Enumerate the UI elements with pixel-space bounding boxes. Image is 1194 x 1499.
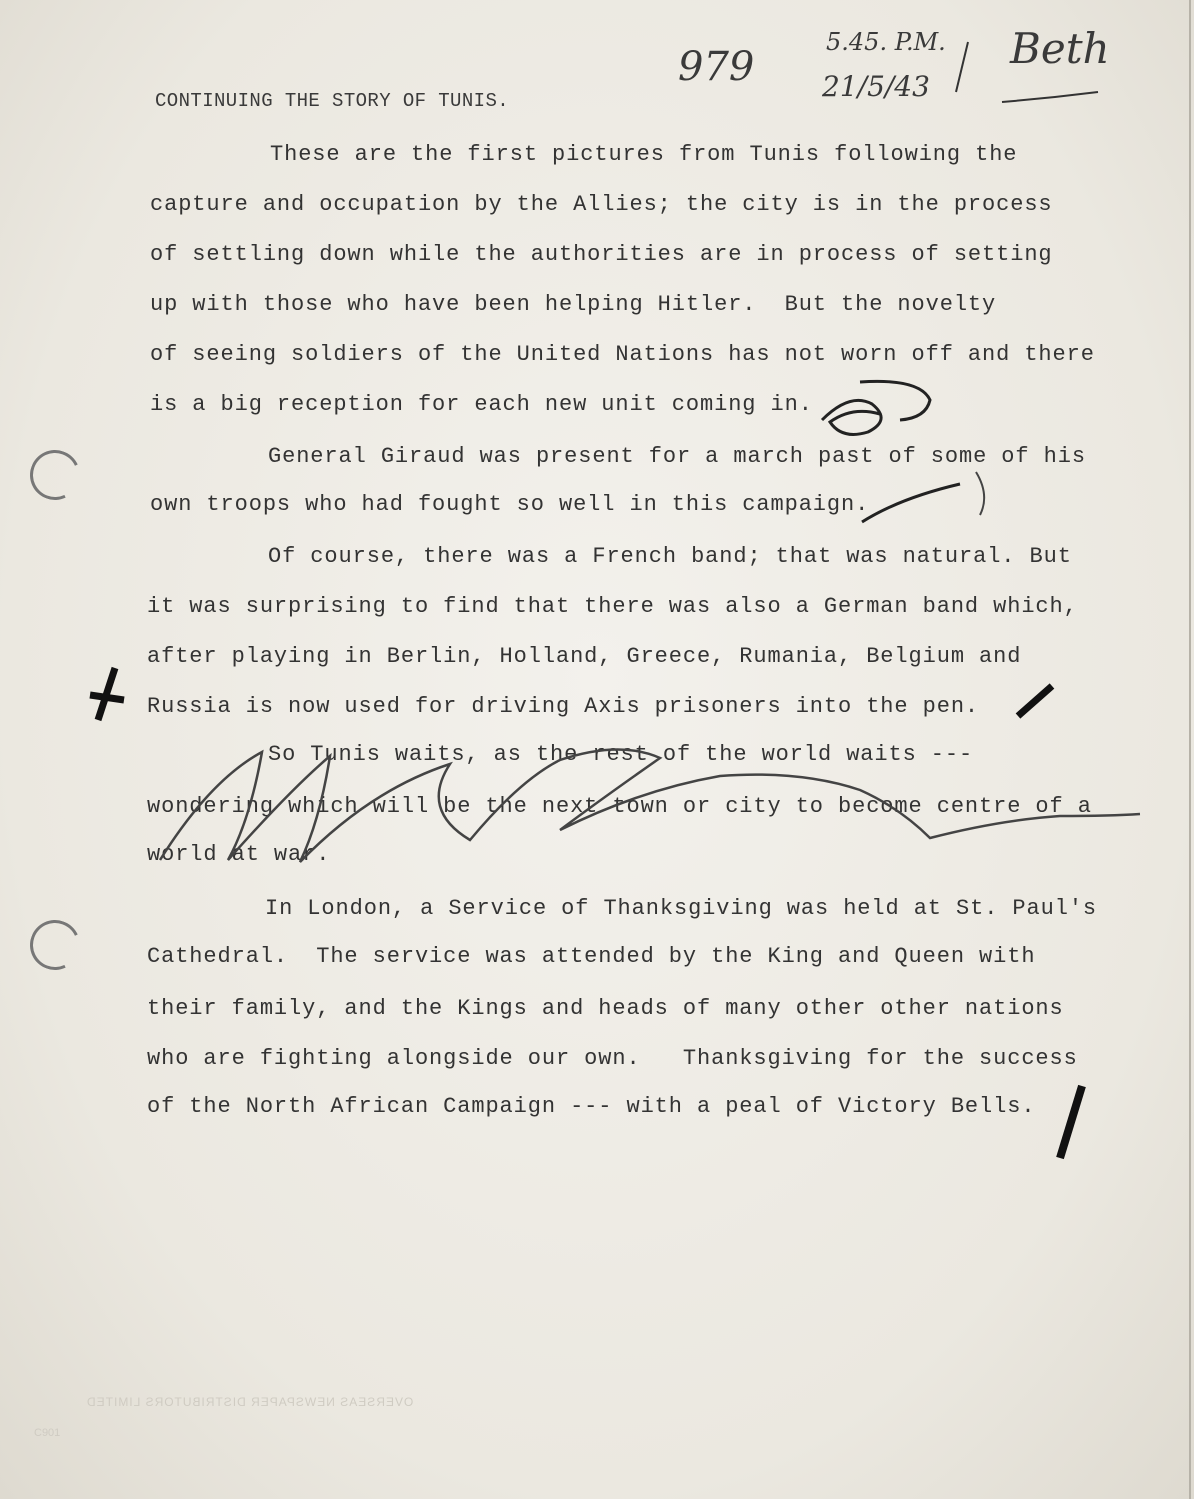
handwritten-initials: Beth bbox=[1010, 24, 1110, 73]
handwritten-number: 979 bbox=[678, 44, 755, 90]
body-line: Of course, there was a French band; that was natural. But bbox=[268, 544, 1072, 569]
handwritten-date: 21/5/43 bbox=[822, 70, 930, 103]
watermark-code: C901 bbox=[34, 1427, 61, 1439]
punch-hole bbox=[23, 443, 87, 507]
scribble-mark bbox=[822, 381, 930, 434]
body-line: General Giraud was present for a march past of some of his bbox=[268, 444, 1086, 469]
document-heading: CONTINUING THE STORY OF TUNIS. bbox=[155, 90, 510, 112]
body-line: own troops who had fought so well in this campaign. bbox=[150, 492, 870, 517]
body-line: their family, and the Kings and heads of many other other nations bbox=[147, 996, 1064, 1021]
body-line: Russia is now used for driving Axis prisoners into the pen. bbox=[147, 694, 980, 719]
handwritten-time: 5.45. P.M. bbox=[826, 28, 946, 56]
body-line: of seeing soldiers of the United Nations has not worn off and there bbox=[150, 342, 1095, 367]
body-line: who are fighting alongside our own. Thanksgiving for the success bbox=[147, 1046, 1078, 1071]
body-line: Cathedral. The service was attended by the King and Queen with bbox=[147, 944, 1036, 969]
body-line: after playing in Berlin, Holland, Greece, Rumania, Belgium and bbox=[147, 644, 1022, 669]
struck-line: wondering which will be the next town or city to become centre of a bbox=[147, 794, 1092, 819]
inserted-word-mark bbox=[862, 484, 960, 522]
body-line: In London, a Service of Thanksgiving was held at St. Paul's bbox=[265, 896, 1098, 921]
slash-mark bbox=[1018, 686, 1052, 716]
punch-hole bbox=[23, 913, 87, 977]
body-line: up with those who have been helping Hitler. But the novelty bbox=[150, 292, 997, 317]
initials-underline bbox=[1002, 92, 1098, 102]
body-line: These are the first pictures from Tunis following the bbox=[270, 142, 1018, 167]
initials-slash bbox=[956, 42, 968, 92]
body-line: of settling down while the authorities are in process of setting bbox=[150, 242, 1053, 267]
bracket-mark bbox=[976, 472, 984, 515]
watermark-text: OVERSEAS NEWSPAPER DISTRIBUTORS LIMITED bbox=[86, 1395, 414, 1409]
end-slash-mark bbox=[1060, 1086, 1082, 1158]
body-line: of the North African Campaign --- with a peal of Victory Bells. bbox=[147, 1094, 1036, 1119]
struck-line: world at war. bbox=[147, 842, 331, 867]
struck-line: So Tunis waits, as the rest of the world waits --- bbox=[268, 742, 974, 767]
body-line: capture and occupation by the Allies; the city is in the process bbox=[150, 192, 1053, 217]
body-line: is a big reception for each new unit coming in. bbox=[150, 392, 813, 417]
body-line: it was surprising to find that there was also a German band which, bbox=[147, 594, 1078, 619]
margin-cross-mark bbox=[90, 668, 124, 720]
